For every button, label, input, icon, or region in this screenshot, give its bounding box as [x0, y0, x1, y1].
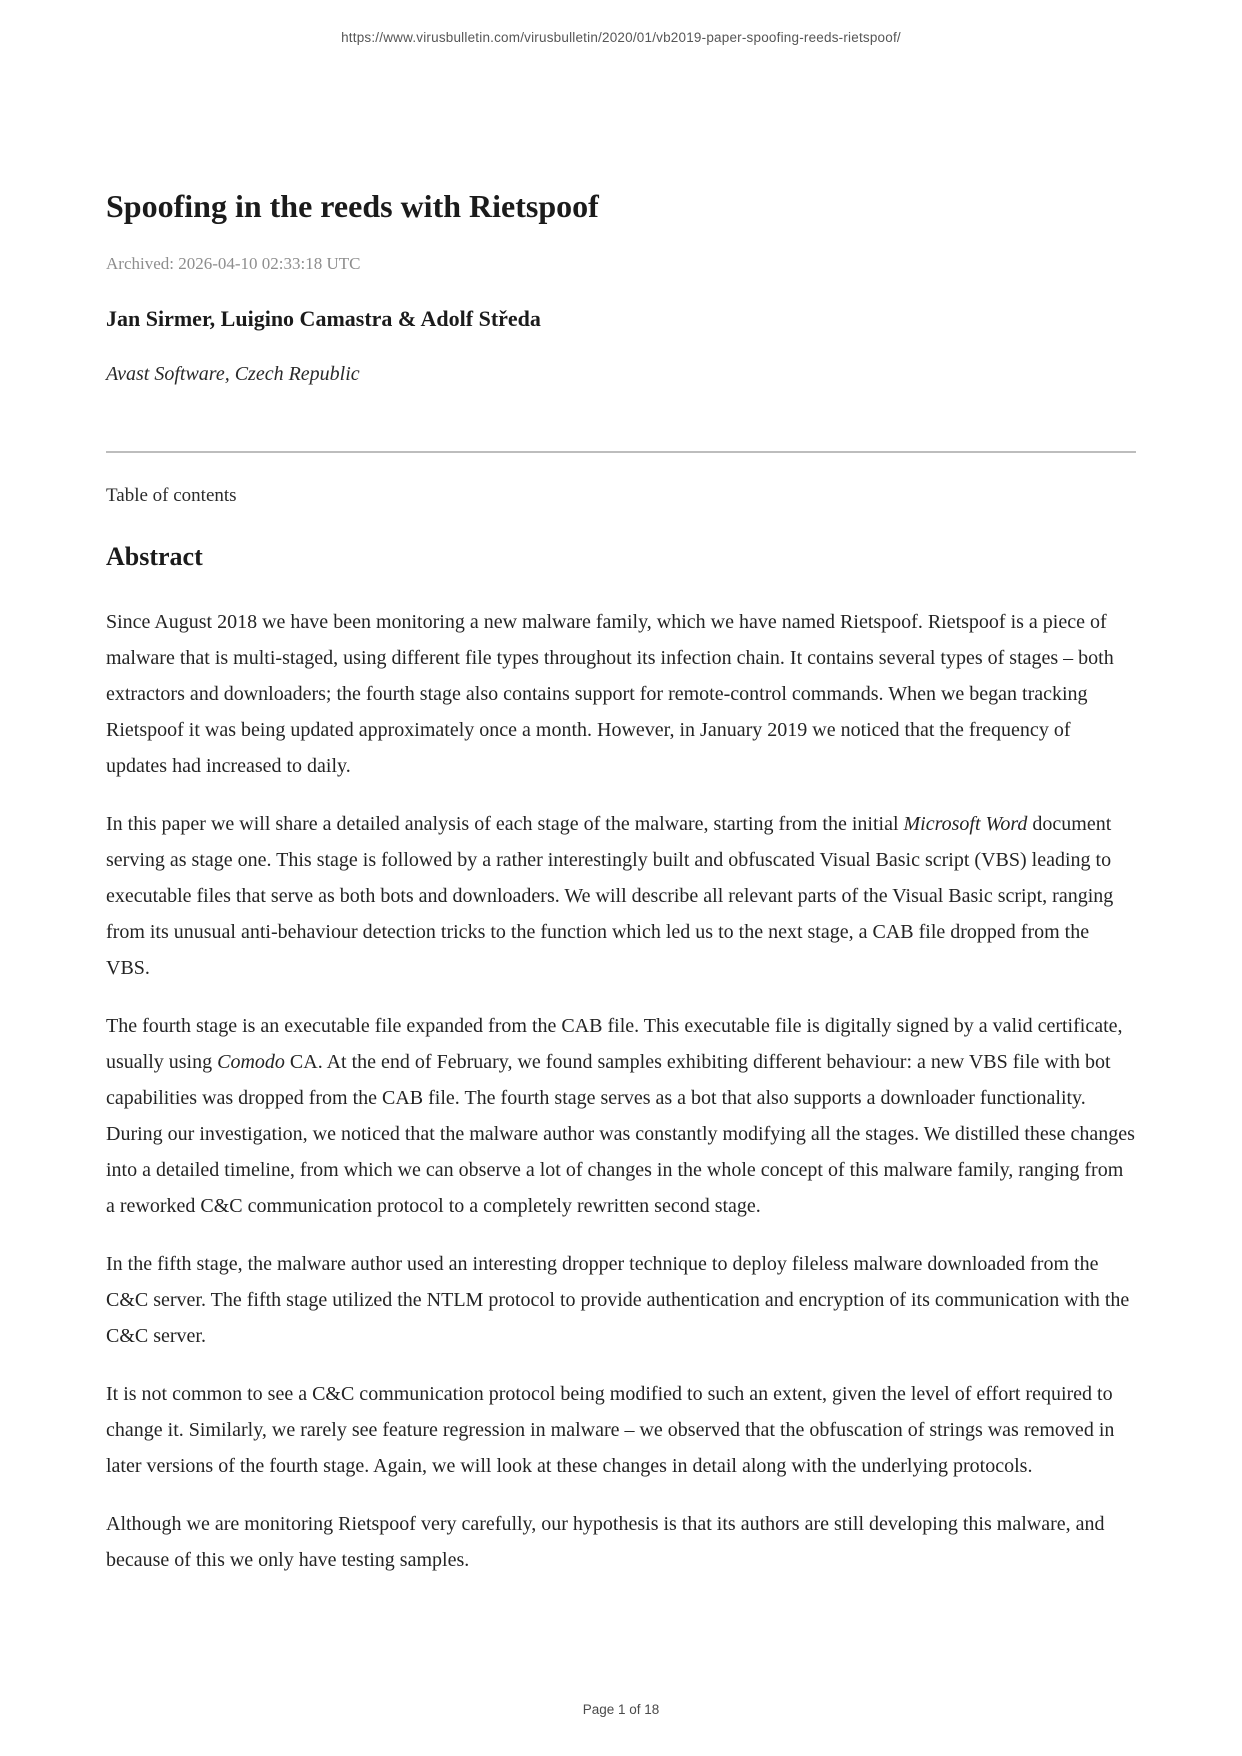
authors-line: Jan Sirmer, Luigino Camastra & Adolf Středa	[106, 306, 541, 331]
paragraph: The fourth stage is an executable file expanded from the CAB file. This executable file is digitally signed by a valid certificate, usually using Comodo CA. At the end of February, we found samples exhibiting different behaviour: a new VBS file with bot capabilities was dropped from the CAB file. The fourth stage serves as a bot that also supports a downloader functionality. During our investigation, we noticed that the malware author was constantly modifying all the stages. We distilled these changes into a detailed timeline, from which we can observe a lot of changes in the whole concept of this malware family, ranging from a reworked C&C communication protocol to a completely rewritten second stage.	[106, 1015, 1135, 1217]
abstract-paragraphs	[106, 604, 1136, 1578]
italic-term: Microsoft Word	[903, 813, 1028, 835]
archived-timestamp: Archived: 2026-04-10 02:33:18 UTC	[106, 254, 361, 273]
paragraph: Since August 2018 we have been monitoring a new malware family, which we have named Rietspoof. Rietspoof is a piece of malware that is multi-staged, using different file types throughout its infection chain. It contains several types of stages – both extractors and downloaders; the fourth stage also contains support for remote-control commands. When we began tracking Rietspoof it was being updated approximately once a month. However, in January 2019 we noticed that the frequency of updates had increased to daily.	[106, 611, 1114, 777]
page-number-footer: Page 1 of 18	[582, 1702, 660, 1717]
italic-term: Comodo	[217, 1051, 285, 1073]
paragraph: It is not common to see a C&C communication protocol being modified to such an extent, given the level of effort required to change it. Similarly, we rarely see feature regression in malware – we observed that the obfuscation of strings was removed in later versions of the fourth stage. Again, we will look at these changes in detail along with the underlying protocols.	[106, 1383, 1115, 1477]
print-header-url: https://www.virusbulletin.com/virusbulletin/2020/01/vb2019-paper-spoofing-reeds-rietspoof/	[341, 30, 901, 45]
table-of-contents-label: Table of contents	[106, 485, 237, 506]
page-title: Spoofing in the reeds with Rietspoof	[106, 188, 599, 224]
affiliation-line: Avast Software, Czech Republic	[106, 363, 360, 385]
paragraph: In the fifth stage, the malware author used an interesting dropper technique to deploy fileless malware downloaded from the C&C server. The fifth stage utilized the NTLM protocol to provide authentication and encryption of its communication with the C&C server.	[106, 1253, 1130, 1347]
horizontal-divider	[106, 451, 1136, 453]
paragraph: Although we are monitoring Rietspoof very carefully, our hypothesis is that its authors are still developing this malware, and because of this we only have testing samples.	[106, 1513, 1105, 1571]
article-page	[106, 0, 1136, 1578]
abstract-heading: Abstract	[106, 542, 203, 571]
paragraph: In this paper we will share a detailed analysis of each stage of the malware, starting from the initial Microsoft Word document serving as stage one. This stage is followed by a rather interestingly built and obfuscated Visual Basic script (VBS) leading to executable files that serve as both bots and downloaders. We will describe all relevant parts of the Visual Basic script, ranging from its unusual anti-behaviour detection tricks to the function which led us to the next stage, a CAB file dropped from the VBS.	[106, 813, 1114, 979]
